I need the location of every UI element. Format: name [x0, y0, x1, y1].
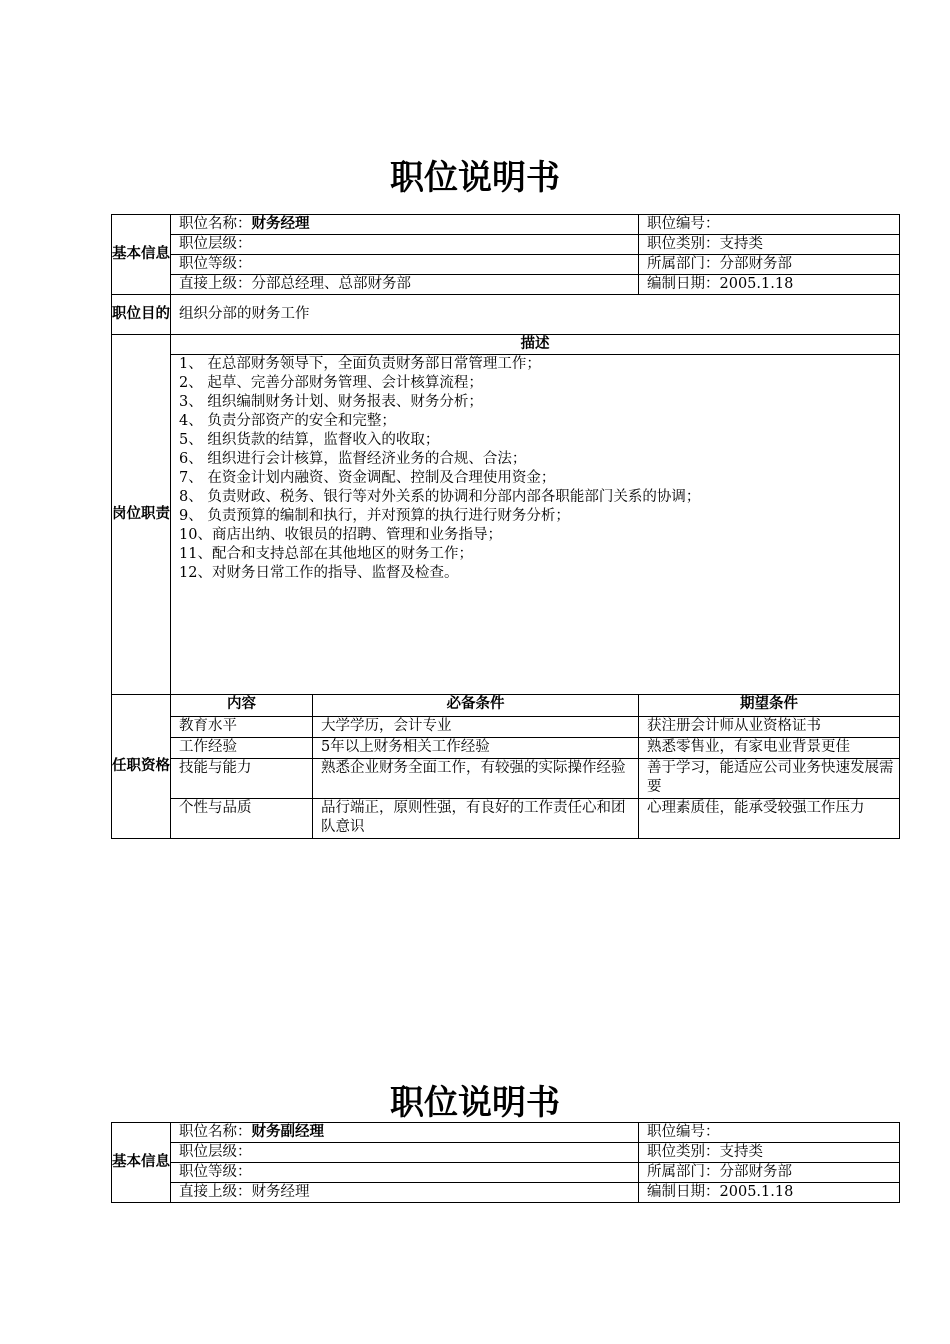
- duties-header: 描述: [171, 335, 900, 355]
- section-basic-info: 基本信息: [112, 215, 171, 295]
- duty-item: 11、配合和支持总部在其他地区的财务工作；: [179, 546, 473, 562]
- position-name-value: 财务经理: [251, 216, 310, 232]
- qual-preferred: 心理素质佳，能承受较强工作压力: [639, 799, 900, 839]
- duty-item: 5、 组织货款的结算，监督收入的收取；: [179, 432, 440, 448]
- position-name-cell: [171, 215, 639, 235]
- position-name-label: 职位名称：: [179, 216, 252, 232]
- qual-preferred: 获注册会计师从业资格证书: [639, 717, 900, 738]
- qual-item: 个性与品质: [171, 799, 313, 839]
- table-row: [112, 717, 900, 738]
- position-level-cell: 职位层级：: [171, 1143, 639, 1163]
- duty-item: 2、 起草、完善分部财务管理、会计核算流程；: [179, 375, 483, 391]
- position-grade-cell: 职位等级：: [171, 255, 639, 275]
- qual-header-required: 必备条件: [313, 695, 639, 717]
- position-name-value: 财务副经理: [251, 1124, 324, 1140]
- position-category-cell: 职位类别：支持类: [639, 235, 900, 255]
- position-code-cell: 职位编号：: [639, 1123, 900, 1143]
- document-title: 职位说明书: [390, 1083, 560, 1123]
- table-row: [112, 738, 900, 759]
- duty-item: 1、 在总部财务领导下，全面负责财务部日常管理工作；: [179, 356, 541, 372]
- duty-item: 10、商店出纳、收银员的招聘、管理和业务指导；: [179, 527, 502, 543]
- duties-list: [171, 355, 900, 695]
- position-purpose-text: 组织分部的财务工作: [171, 295, 900, 335]
- table-row: [112, 799, 900, 839]
- duty-item: 3、 组织编制财务计划、财务报表、财务分析；: [179, 394, 483, 410]
- job-description-table: [111, 214, 900, 839]
- qual-item: 技能与能力: [171, 759, 313, 799]
- qual-required: 品行端正，原则性强，有良好的工作责任心和团队意识: [313, 799, 639, 839]
- position-level-cell: 职位层级：: [171, 235, 639, 255]
- duty-item: 7、 在资金计划内融资、资金调配、控制及合理使用资金；: [179, 470, 556, 486]
- duty-item: 4、 负责分部资产的安全和完整；: [179, 413, 396, 429]
- section-basic-info: 基本信息: [112, 1123, 171, 1203]
- table-row: [112, 759, 900, 799]
- section-duties: 岗位职责: [112, 335, 171, 695]
- qual-required: 5年以上财务相关工作经验: [313, 738, 639, 759]
- duty-item: 8、 负责财政、税务、银行等对外关系的协调和分部内部各职能部门关系的协调；: [179, 489, 701, 505]
- qual-item: 工作经验: [171, 738, 313, 759]
- duty-item: 9、 负责预算的编制和执行，并对预算的执行进行财务分析；: [179, 508, 570, 524]
- qual-required: 大学学历，会计专业: [313, 717, 639, 738]
- department-cell: 所属部门：分部财务部: [639, 1163, 900, 1183]
- qual-preferred: 善于学习，能适应公司业务快速发展需要: [639, 759, 900, 799]
- direct-superior-cell: 直接上级：财务经理: [171, 1183, 639, 1203]
- document-title: 职位说明书: [390, 158, 560, 198]
- position-name-label: 职位名称：: [179, 1124, 252, 1140]
- job-description-table: [111, 1122, 900, 1203]
- section-position-purpose: 职位目的: [112, 295, 171, 335]
- qual-item: 教育水平: [171, 717, 313, 738]
- position-category-cell: 职位类别：支持类: [639, 1143, 900, 1163]
- department-cell: 所属部门：分部财务部: [639, 255, 900, 275]
- position-grade-cell: 职位等级：: [171, 1163, 639, 1183]
- qual-header-content: 内容: [171, 695, 313, 717]
- qual-required: 熟悉企业财务全面工作，有较强的实际操作经验: [313, 759, 639, 799]
- compile-date-cell: 编制日期：2005.1.18: [639, 275, 900, 295]
- duty-item: 12、对财务日常工作的指导、监督及检查。: [179, 565, 459, 581]
- qual-preferred: 熟悉零售业，有家电业背景更佳: [639, 738, 900, 759]
- direct-superior-cell: 直接上级：分部总经理、总部财务部: [171, 275, 639, 295]
- position-name-cell: [171, 1123, 639, 1143]
- qual-header-preferred: 期望条件: [639, 695, 900, 717]
- section-qualifications: 任职资格: [112, 695, 171, 839]
- compile-date-cell: 编制日期：2005.1.18: [639, 1183, 900, 1203]
- duty-item: 6、 组织进行会计核算，监督经济业务的合规、合法；: [179, 451, 527, 467]
- position-code-cell: 职位编号：: [639, 215, 900, 235]
